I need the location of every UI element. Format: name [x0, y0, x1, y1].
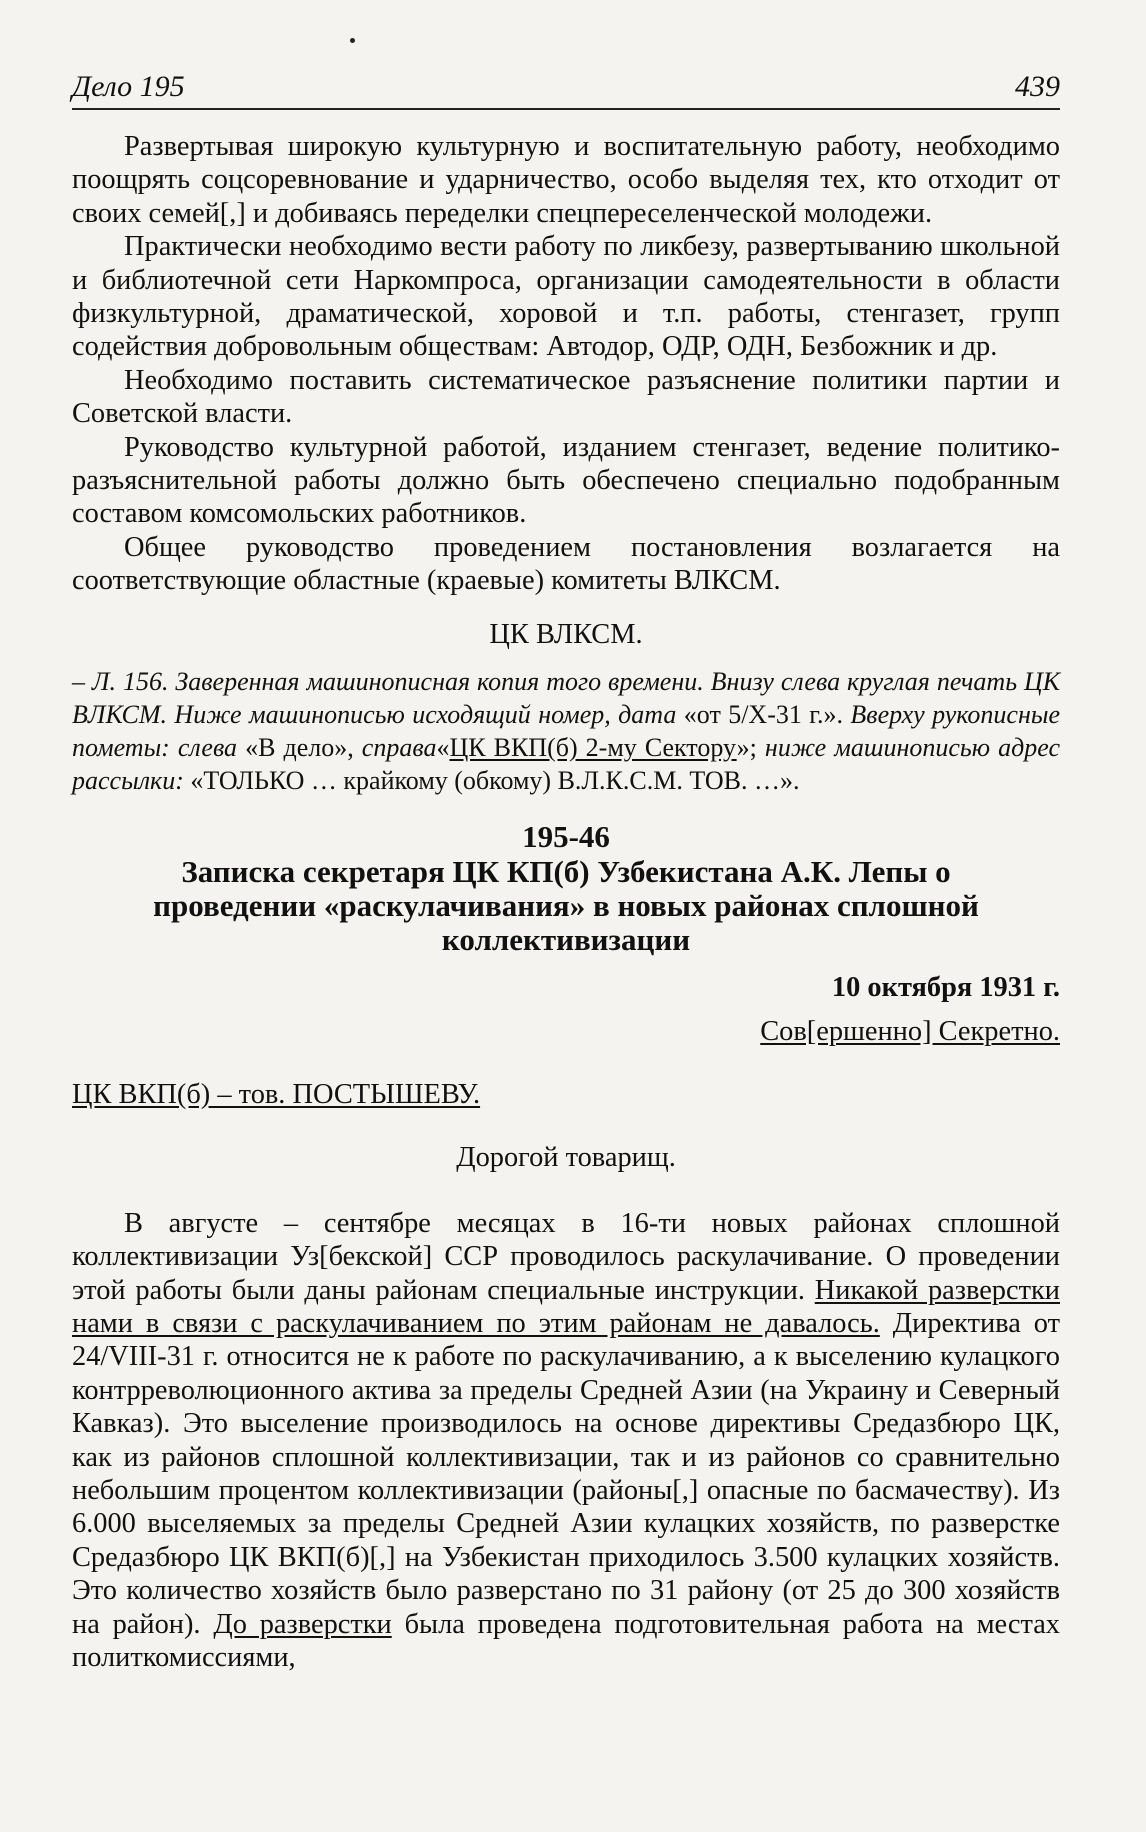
stray-dot-mark	[350, 38, 355, 43]
document-title: Записка секретаря ЦК КП(б) Узбекистана А.К. Лепы о проведении «раскулачивания» в новых районах сплошной коллективизации	[153, 854, 979, 958]
secrecy-mark	[72, 1015, 1060, 1048]
body-part-underlined: Никакой разверстки нами в связи с раскулачиванием по этим районам не давалось.	[72, 1274, 1060, 1339]
paragraph-2: Практически необходимо вести работу по ликбезу, развертыванию школьной и библиотечной сети Наркомпроса, организации самодеятельности в области физкультурной, драматической, хоровой и т.п. работы, стенгазет, групп содействия добровольным обществам: Автодор, ОДР, ОДН, Безбожник и др.	[72, 231, 1060, 363]
document-date: 10 октября 1931 г.	[831, 972, 1060, 1004]
page-number: 439	[1015, 70, 1060, 103]
paragraph-1: Развертывая широкую культурную и воспитательную работу, необходимо поощрять соцсоревнование и ударничество, особо выделяя тех, кто отходит от своих семей[,] и добиваясь переделки спецпереселенческой молодежи.	[72, 131, 1060, 229]
archival-part: ниже машинописью адрес рассылки:	[72, 733, 1061, 796]
body-part-underlined: До разверстки	[213, 1608, 392, 1640]
page-content	[72, 130, 1060, 1674]
recipient-text: ЦК ВКП(б) – тов. ПОСТЫШЕВУ.	[72, 1078, 481, 1110]
body-part: В августе – сентябре месяцах в 16-ти новых районах сплошной коллективизации Уз[бекской] ССР проводилось раскулачивание. О проведении этой работы были даны районам специальные инструкции.	[72, 1207, 1060, 1306]
archival-part: ЦК ВКП(б) 2-му Сектору	[449, 733, 737, 763]
archival-part: «	[436, 733, 450, 763]
archival-part: «от 5/X-31 г.».	[683, 700, 843, 730]
body-part: была проведена подготовительная работа на местах политкомиссиями,	[72, 1608, 1061, 1673]
signature: ЦК ВЛКСМ.	[489, 618, 643, 650]
body-paragraph	[72, 1207, 1060, 1675]
archival-part: – Л. 156. Заверенная машинописная копия того времени. Внизу слева круглая печать ЦК ВЛКСМ. Ниже машинописью исходящий номер, дата	[72, 667, 1060, 730]
running-head: Дело 195	[72, 70, 185, 103]
paragraph-3: Необходимо поставить систематическое разъяснение политики партии и Советской власти.	[72, 364, 1060, 430]
paragraph-4: Руководство культурной работой, изданием стенгазет, ведение политико-разъяснительной работы должно быть обеспечено специально подобранным составом комсомольских работников.	[72, 431, 1060, 530]
page-header	[72, 70, 1060, 110]
paragraph-5: Общее руководство проведением постановления возлагается на соответствующие областные (краевые) комитеты ВЛКСМ.	[72, 531, 1060, 597]
document-number: 195-46	[522, 819, 610, 855]
secrecy-text: Сов[ершенно] Секретно.	[760, 1015, 1060, 1047]
archival-part: «ТОЛЬКО … крайкому (обкому) В.Л.К.С.М. ТОВ. …».	[190, 766, 800, 796]
archival-part: справа	[361, 733, 437, 763]
archival-part: «В дело»,	[245, 733, 354, 763]
archival-note	[72, 665, 1060, 797]
archival-part: »;	[736, 733, 757, 763]
body-part: Директива от 24/VIII-31 г. относится не к работе по раскулачиванию, а к выселению кулацкого контрреволюционного актива за пределы Средней Азии (на Украину и Северный Кавказ). Это выселение производилось на основе директивы Средазбюро ЦК, как из районов сплошной коллективизации, так и из районов со сравнительно небольшим процентом коллективизации (районы[,] опасные по басмачеству). Из 6.000 выселяемых за пределы Средней Азии кулацких хозяйств, по разверстке Средазбюро ЦК ВКП(б)[,] на Узбекистан приходилось 3.500 кулацких хозяйств. Это количество хозяйств было разверстано по 31 району (от 25 до 300 хозяйств на район).	[72, 1307, 1061, 1640]
recipient	[72, 1078, 1060, 1111]
greeting: Дорогой товарищ.	[456, 1142, 676, 1174]
archival-part: Вверху рукописные пометы: слева	[72, 700, 1061, 763]
